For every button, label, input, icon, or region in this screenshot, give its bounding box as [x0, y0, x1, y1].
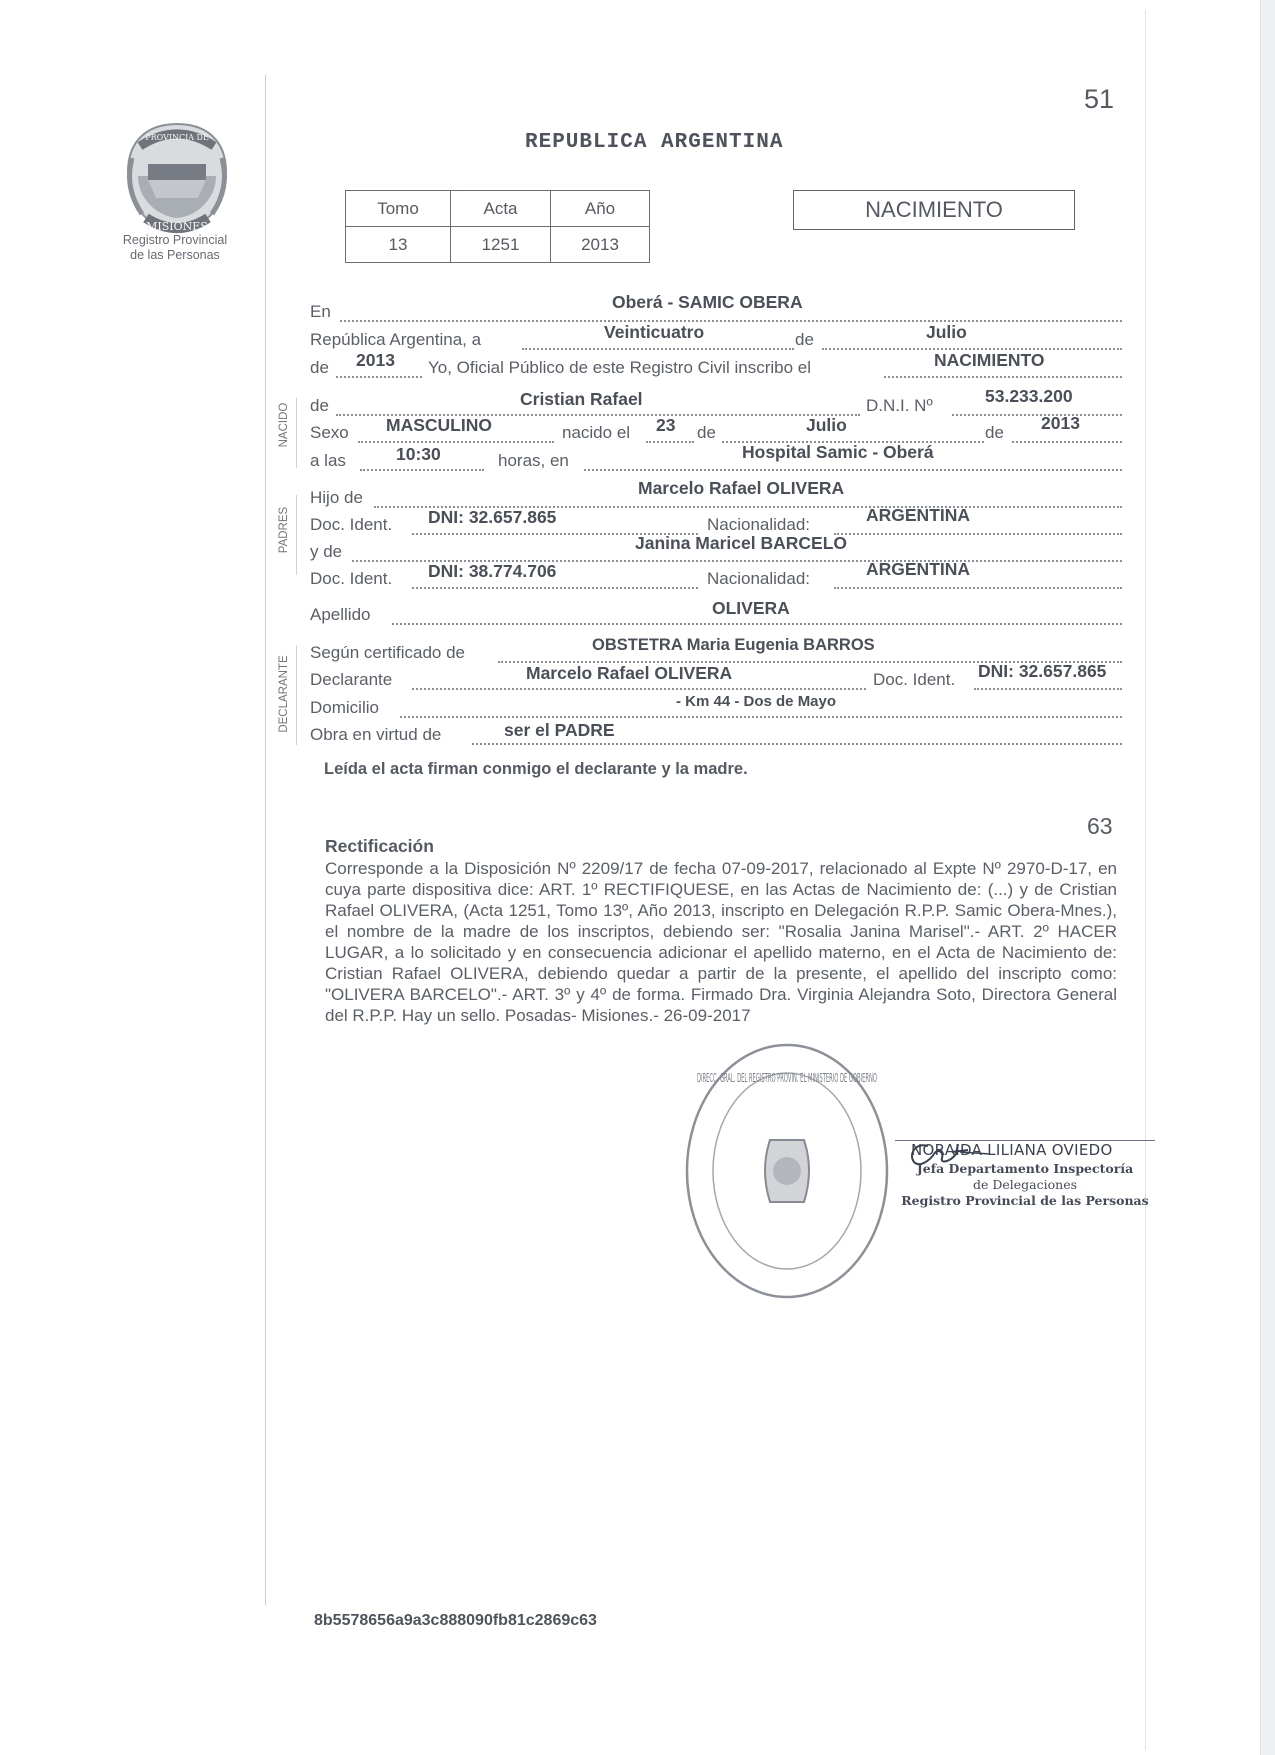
republica-label: República Argentina, a [310, 330, 482, 349]
mother-doc: DNI: 38.774.706 [428, 561, 557, 581]
closing-note: Leída el acta firman conmigo el declarante y la madre. [324, 760, 748, 778]
mother-doc-label: Doc. Ident. [310, 569, 393, 588]
dotted-line [358, 441, 554, 443]
en-label: En [310, 302, 331, 321]
table-value-tomo: 13 [346, 227, 451, 263]
dotted-line [472, 743, 1122, 745]
declarante-doc: DNI: 32.657.865 [978, 661, 1107, 681]
segun-value: OBSTETRA Maria Eugenia BARROS [592, 636, 875, 654]
dotted-line [522, 348, 794, 350]
document-hash: 8b5578656a9a3c888090fb81c2869c63 [314, 1612, 597, 1629]
table-header-tomo: Tomo [346, 191, 451, 227]
de-label: de [795, 330, 814, 349]
logo-bottom-text: MISIONES [146, 220, 208, 233]
obra-value: ser el PADRE [504, 720, 615, 740]
table-header-acta: Acta [451, 191, 551, 227]
month-value: Julio [926, 322, 967, 342]
domicilio-value: - Km 44 - Dos de Mayo [676, 693, 837, 710]
logo-caption-line-2: de las Personas [130, 248, 220, 262]
time-value: 10:30 [396, 444, 441, 464]
signer-title-line-3: Registro Provincial de las Personas [901, 1193, 1149, 1208]
dotted-line [360, 469, 484, 471]
dotted-line [412, 688, 866, 690]
second-page-number: 63 [1087, 813, 1113, 839]
domicilio-label: Domicilio [310, 698, 379, 717]
name-value: Cristian Rafael [520, 389, 643, 409]
name-label: de [310, 396, 329, 415]
record-type-box: NACIMIENTO [793, 190, 1075, 230]
dotted-line [340, 320, 1122, 322]
nacido-label: nacido el [562, 423, 631, 442]
hijo-label: Hijo de [310, 488, 363, 507]
mother-nat-label: Nacionalidad: [707, 569, 811, 588]
side-label-nacido: NACIDO [278, 402, 290, 448]
logo-caption [105, 233, 245, 263]
page-number: 51 [1084, 84, 1115, 114]
dni-label: D.N.I. Nº [866, 396, 933, 415]
signature-block [895, 1140, 1155, 1209]
mother-value: Janina Maricel BARCELO [635, 533, 847, 553]
birth-de-label-1: de [697, 423, 716, 442]
page-edge [1260, 0, 1275, 1755]
place-value: Hospital Samic - Oberá [742, 442, 934, 462]
en-value: Oberá - SAMIC OBERA [612, 292, 803, 312]
table-header-anio: Año [551, 191, 650, 227]
header-title: REPUBLICA ARGENTINA [525, 131, 784, 154]
record-table [345, 190, 650, 263]
declarante-doc-label: Doc. Ident. [873, 670, 956, 689]
father-nat: ARGENTINA [866, 505, 971, 525]
dotted-line [974, 688, 1122, 690]
dotted-line [336, 376, 422, 378]
yde-label: y de [310, 542, 343, 561]
side-divider-declarante [296, 645, 297, 745]
side-divider-nacido [296, 398, 297, 468]
father-doc: DNI: 32.657.865 [428, 507, 557, 527]
father-value: Marcelo Rafael OLIVERA [638, 478, 845, 498]
birth-day: 23 [656, 415, 676, 435]
horas-label: horas, en [498, 451, 569, 470]
official-stamp [682, 1040, 892, 1302]
mother-nat: ARGENTINA [866, 559, 971, 579]
sexo-label: Sexo [310, 423, 349, 442]
day-value: Veinticuatro [604, 322, 705, 342]
signer-title-line-1: Jefa Departamento Inspectoría [916, 1161, 1134, 1176]
apellido-label: Apellido [310, 605, 371, 624]
year-prefix: de [310, 358, 329, 377]
side-label-padres: PADRES [278, 506, 290, 554]
stamp-text: DIRECC. GRAL. DEL REGISTRO PROVIN. EL MINISTERIO DE GOBIERNO [697, 1071, 877, 1085]
dotted-line [834, 587, 1122, 589]
sexo-value: MASCULINO [386, 415, 492, 435]
declarante-value: Marcelo Rafael OLIVERA [526, 663, 733, 683]
year-value: 2013 [356, 350, 395, 370]
alas-label: a las [310, 451, 346, 470]
logo-top-text: PROVINCIA DE [145, 133, 209, 142]
side-divider-padres [296, 495, 297, 575]
birth-year: 2013 [1041, 413, 1080, 433]
province-seal-logo [118, 118, 236, 238]
dotted-line [412, 587, 698, 589]
dotted-line [834, 533, 1122, 535]
apellido-value: OLIVERA [712, 598, 790, 618]
logo-caption-line-1: Registro Provincial [122, 233, 228, 247]
birth-de-label-2: de [985, 423, 1004, 442]
dni-value: 53.233.200 [985, 386, 1073, 406]
declarante-label: Declarante [310, 670, 393, 689]
dotted-line [1012, 441, 1122, 443]
rectificacion-body: Corresponde a la Disposición Nº 2209/17 de fecha 07-09-2017, relacionado al Expte Nº 2970-D-17, en cuya parte dispositiva dice: ART. 1º RECTIFIQUESE, en las Actas de Nacimiento de: (...) y de Cristian Rafael OLIVERA, (Acta 1251, Tomo 13º, Año 2013, inscripto en Delegación R.P.P. Samic Obera-Mnes.), el nombre de la madre de los inscriptos, debiendo ser: "Rosalia Janina Marisel".- ART. 2º HACER LUGAR, a lo solicitado y en consecuencia adicionar el apellido materno, en el Acta de Nacimiento de: Cristian Rafael OLIVERA, debiendo quedar a partir de la presente, el apellido del inscripto como: "OLIVERA BARCELO".- ART. 3º y 4º de forma. Firmado Dra. Virginia Alejandra Soto, Directora General del R.P.P. Hay un sello. Posadas- Misiones.- 26-09-2017 [325, 859, 1117, 1025]
side-label-declarante: DECLARANTE [278, 655, 290, 733]
yo-text: Yo, Oficial Público de este Registro Civil inscribo el [428, 358, 811, 377]
dotted-line [400, 716, 1122, 718]
birth-month: Julio [806, 415, 847, 435]
dotted-line [392, 623, 1122, 625]
father-nat-label: Nacionalidad: [707, 515, 811, 534]
signer-title-line-2: de Delegaciones [972, 1177, 1078, 1192]
table-value-acta: 1251 [451, 227, 551, 263]
dotted-line [952, 414, 1122, 416]
rectificacion-title: Rectificación [325, 836, 434, 856]
dotted-line [884, 376, 1122, 378]
table-value-anio: 2013 [551, 227, 650, 263]
dotted-line [646, 441, 694, 443]
signer-name: NORAIDA LILIANA OVIEDO [895, 1140, 1155, 1159]
father-doc-label: Doc. Ident. [310, 515, 393, 534]
margin-line [265, 75, 266, 1605]
obra-label: Obra en virtud de [310, 725, 442, 744]
inscribo-value: NACIMIENTO [934, 350, 1045, 370]
right-border-line [1145, 10, 1146, 1750]
segun-label: Según certificado de [310, 643, 465, 662]
dotted-line [584, 469, 1122, 471]
